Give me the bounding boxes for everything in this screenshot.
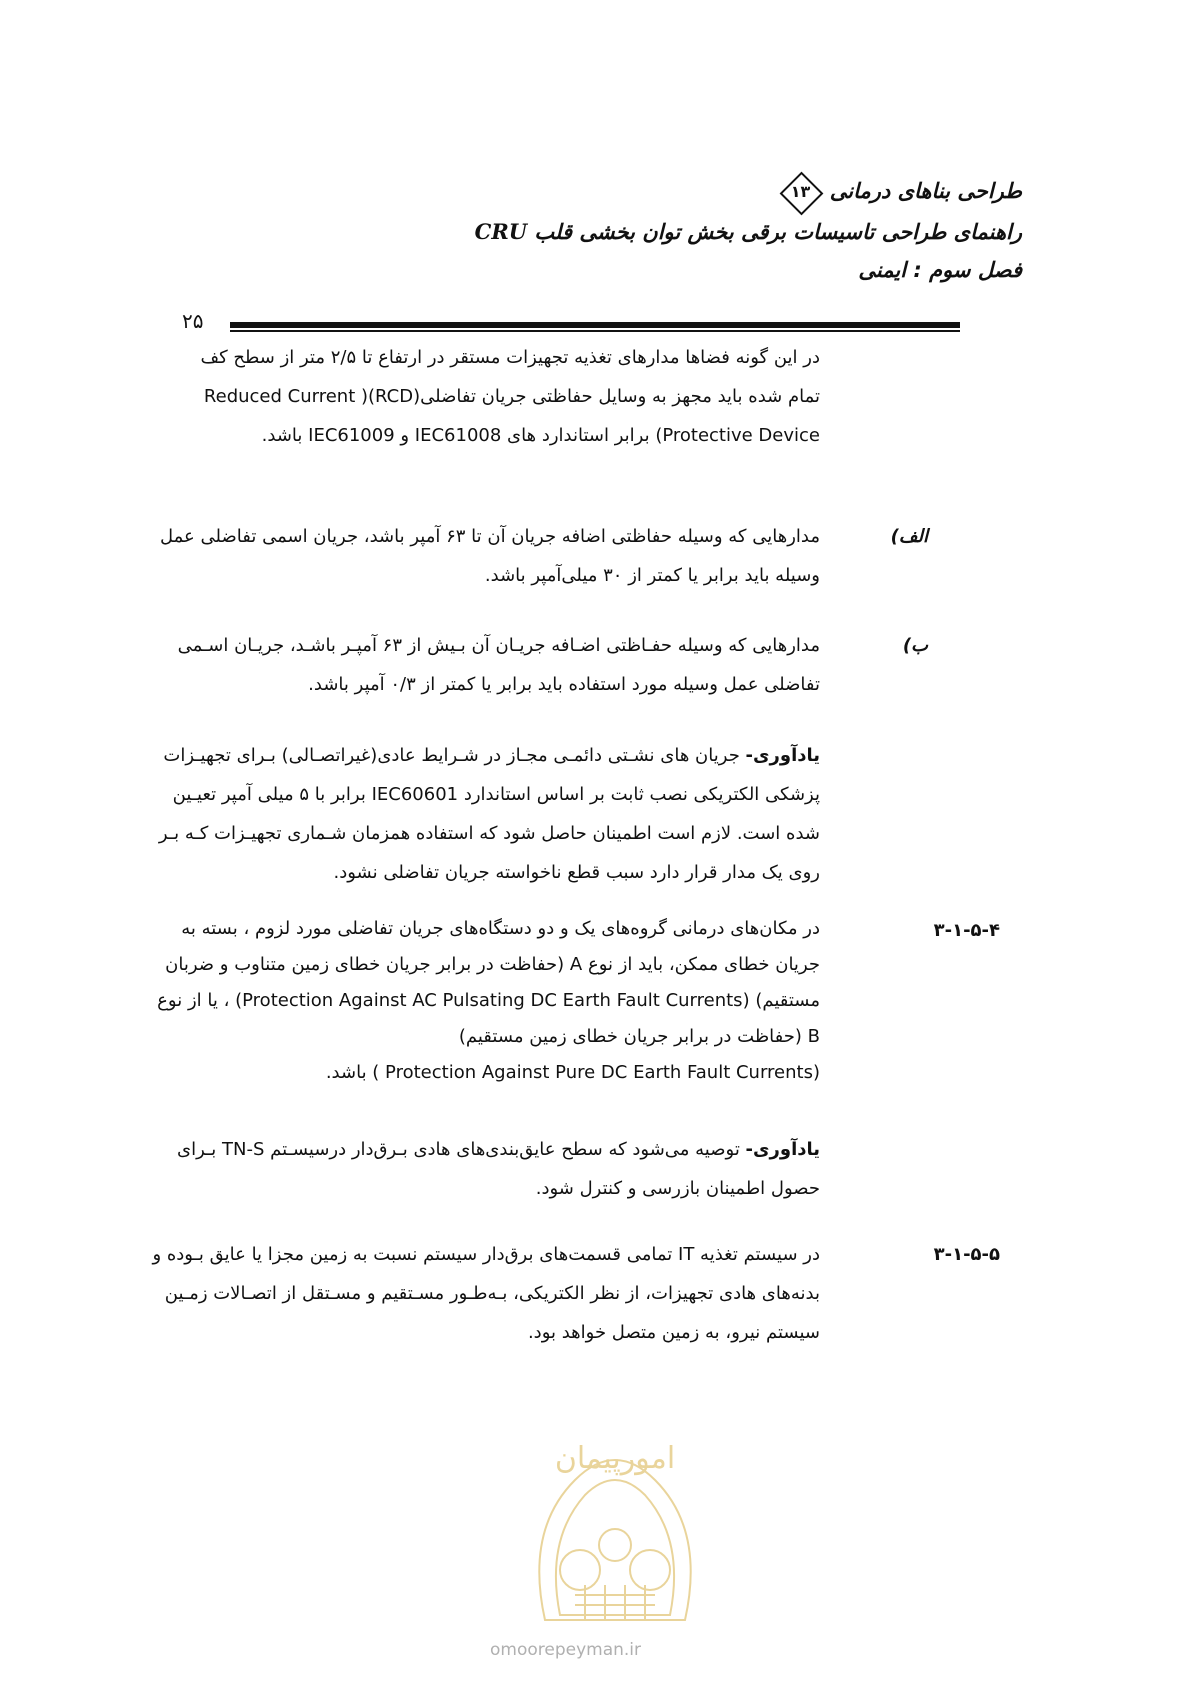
item-be-text: [168, 626, 820, 704]
item-alef-line: مدارهایی که وسیله حفاظتی اضافه جریان آن تا ۶۳ آمپر باشد، جریان اسمی تفاضلی عمل: [160, 526, 820, 547]
note-1-line: روی یک مدار قرار دارد سبب قطع ناخواسته جریان تفاضلی نشود.: [333, 862, 820, 883]
section-4-text: [157, 911, 820, 1091]
item-alef-line: وسیله باید برابر یا کمتر از ۳۰ میلی‌آمپر باشد.: [484, 565, 820, 586]
note-1-lead: یادآوری-: [745, 745, 820, 766]
section-4-line: (Protection Against Pure DC Earth Fault Currents ) باشد.: [325, 1062, 820, 1083]
item-alef-label: الف): [890, 526, 928, 547]
chapter-title: فصل سوم : ایمنی: [858, 258, 1022, 282]
section-5-line: سیستم نیرو، به زمین متصل خواهد بود.: [527, 1322, 820, 1343]
page-number: ۲۵: [182, 309, 204, 333]
section-4-line: مستقیم) (Protection Against AC Pulsating DC Earth Fault Currents) ، یا از نوع: [157, 990, 820, 1011]
note-1-line: شده است. لازم است اطمینان حاصل شود که استفاده همزمان شـماری تجهیـزات کـه بـر: [158, 823, 820, 844]
intro-line: تمام شده باید مجهز به وسایل حفاظتی جریان تفاضلی(RCD)( Reduced Current: [203, 386, 820, 407]
book-title: [778, 172, 1022, 212]
note-1-line: [163, 736, 820, 775]
watermark-logo-icon: [505, 1420, 725, 1645]
item-be-label: ب): [902, 635, 928, 656]
section-4-line: جریان خطای ممکن، باید از نوع A (حفاظت در برابر جریان خطای زمین متناوب و ضربان: [165, 954, 820, 975]
chapter-number-badge: [780, 172, 820, 212]
section-4-line: در مکان‌های درمانی گروه‌های یک و دو دستگاه‌های جریان تفاضلی مورد لزوم ، بسته به: [181, 918, 820, 939]
watermark-site: omoorepeyman.ir: [490, 1640, 642, 1660]
intro-line: در این گونه فضاها مدارهای تغذیه تجهیزات مستقر در ارتفاع تا ۲/۵ متر از سطح کف: [200, 347, 820, 368]
section-4-line: B (حفاظت در برابر جریان خطای زمین مستقیم): [458, 1026, 820, 1047]
intro-line: Protective Device) برابر استاندارد های IEC61008 و IEC61009 باشد.: [261, 425, 820, 446]
item-be-line: مدارهایی که وسیله حفـاظتی اضـافه جریـان آن بـیش از ۶۳ آمپـر باشـد، جریـان اسـمی: [177, 635, 820, 656]
note-1: [158, 736, 820, 892]
header-rule-thin: [230, 330, 960, 332]
book-title-text: طراحی بناهای درمانی: [829, 179, 1022, 203]
note-2-line: حصول اطمینان بازرسی و کنترل شود.: [535, 1178, 820, 1199]
note-1-first-line: جریان های نشـتی دائمـی مجـاز در شـرایط عادی(غیراتصـالی) بـرای تجهیـزات: [163, 745, 746, 766]
item-be-line: تفاضلی عمل وسیله مورد استفاده باید برابر یا کمتر از ۰/۳ آمپر باشد.: [308, 674, 820, 695]
section-4-number: ۳-۱-۵-۴: [933, 920, 1000, 941]
note-2-line: [168, 1130, 820, 1169]
note-2: [168, 1130, 820, 1208]
note-2-first-line: توصیه می‌شود که سطح عایق‌بندی‌های هادی بـرق‌دار درسیسـتم TN-S بـرای: [177, 1139, 746, 1160]
note-2-lead: یادآوری-: [745, 1139, 820, 1160]
item-alef-text: [160, 517, 820, 595]
header-rule-thick: [230, 322, 960, 328]
watermark-logo-text: امورپیمان: [554, 1441, 676, 1476]
intro-paragraph: [168, 338, 820, 455]
section-5-line: بدنه‌های هادی تجهیزات، از نظر الکتریکی، بـه‌طـور مسـتقیم و مسـتقل از اتصـالات زمـین: [164, 1283, 820, 1304]
chapter-number: ۱۳: [790, 182, 811, 201]
guide-title-latin: CRU: [474, 219, 528, 244]
section-5-number: ۳-۱-۵-۵: [933, 1244, 1000, 1265]
guide-title-text: راهنمای طراحی تاسیسات برقی بخش توان بخشی قلب: [534, 220, 1022, 244]
section-5-line: در سیستم تغذیه IT تمامی قسمت‌های برق‌دار سیستم نسبت به زمین مجزا یا عایق بـوده و: [152, 1244, 820, 1265]
guide-title: [475, 218, 1022, 246]
note-1-line: پزشکی الکتریکی نصب ثابت بر اساس استاندارد IEC60601 برابر با ۵ میلی آمپر تعیـین: [172, 784, 820, 805]
section-5-text: [152, 1235, 820, 1352]
